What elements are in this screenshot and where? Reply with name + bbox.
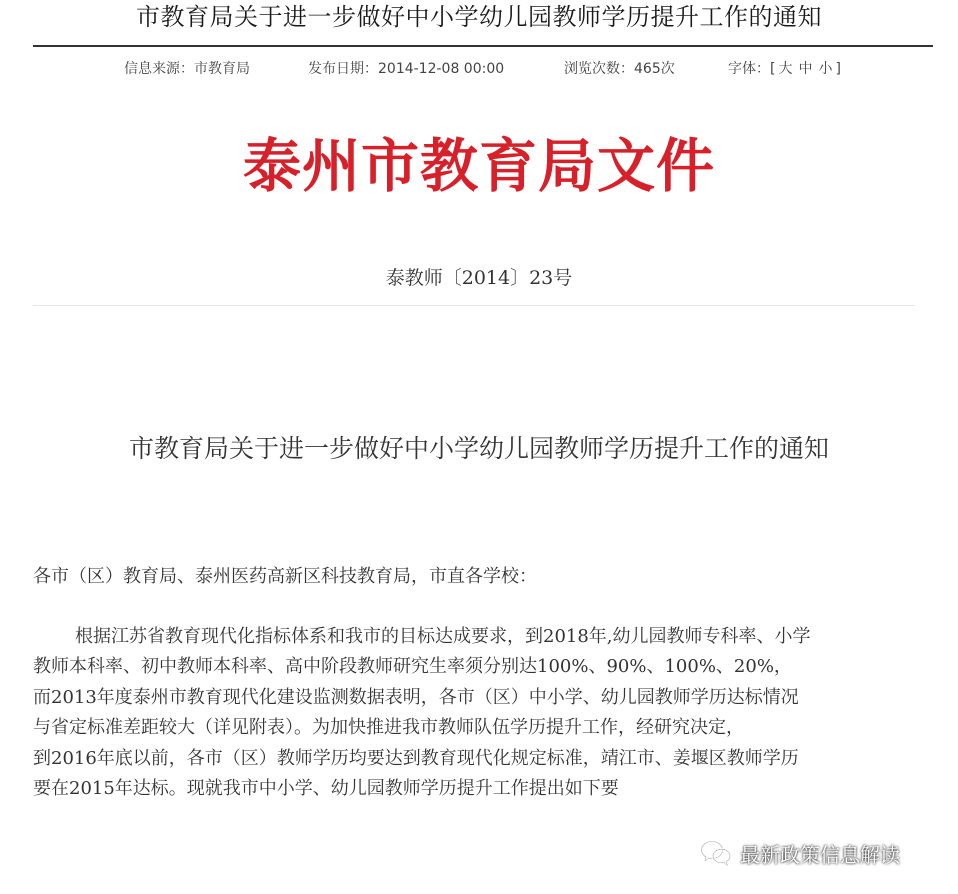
font-size-small-button[interactable]: 小: [818, 61, 833, 77]
document-title: 市教育局关于进一步做好中小学幼儿园教师学历提升工作的通知: [128, 434, 829, 463]
font-size-selector: [728, 58, 841, 78]
document-letterhead: 泰州市教育局文件: [242, 132, 715, 200]
info-source: 信息来源：市教育局: [124, 61, 250, 77]
publish-date: 发布日期：2014-12-08 00:00: [308, 61, 505, 77]
wechat-watermark: [700, 836, 940, 870]
document-body: [33, 623, 933, 805]
page-title: 市教育局关于进一步做好中小学幼儿园教师学历提升工作的通知: [136, 3, 822, 31]
view-count: 浏览次数：465次: [564, 61, 675, 77]
body-line: 到2016年底以前，各市（区）教师学历均要达到教育现代化规定标准，靖江市、姜堰区教师学历: [33, 747, 799, 769]
body-line: 与省定标准差距较大（详见附表）。为加快推进我市教师队伍学历提升工作，经研究决定，: [33, 717, 744, 739]
article-meta-bar: [0, 58, 958, 78]
wechat-icon: [700, 839, 732, 867]
font-size-large-button[interactable]: 大: [778, 61, 793, 77]
body-line: 教师本科率、初中教师本科率、高中阶段教师研究生率须分别达100%、90%、100%、20%，: [33, 656, 792, 678]
watermark-text: 最新政策信息解读: [740, 842, 900, 867]
font-size-bracket: ]: [835, 61, 841, 77]
body-line: 根据江苏省教育现代化指标体系和我市的目标达成要求，到2018年,幼儿园教师专科率、小学: [75, 626, 811, 647]
body-line: 要在2015年达标。现就我市中小学、幼儿园教师学历提升工作提出如下要: [33, 777, 619, 799]
body-line: 而2013年度泰州市教育现代化建设监测数据表明，各市（区）中小学、幼儿园教师学历达标情况: [33, 686, 799, 708]
font-size-medium-button[interactable]: 中: [798, 61, 813, 77]
font-size-label: 字体：[: [728, 61, 776, 77]
document-number: 泰教师〔2014〕23号: [385, 267, 573, 289]
salutation: 各市（区）教育局、泰州医药高新区科技教育局，市直各学校：: [33, 566, 537, 587]
document-divider: [33, 305, 915, 306]
title-divider: [33, 45, 933, 47]
